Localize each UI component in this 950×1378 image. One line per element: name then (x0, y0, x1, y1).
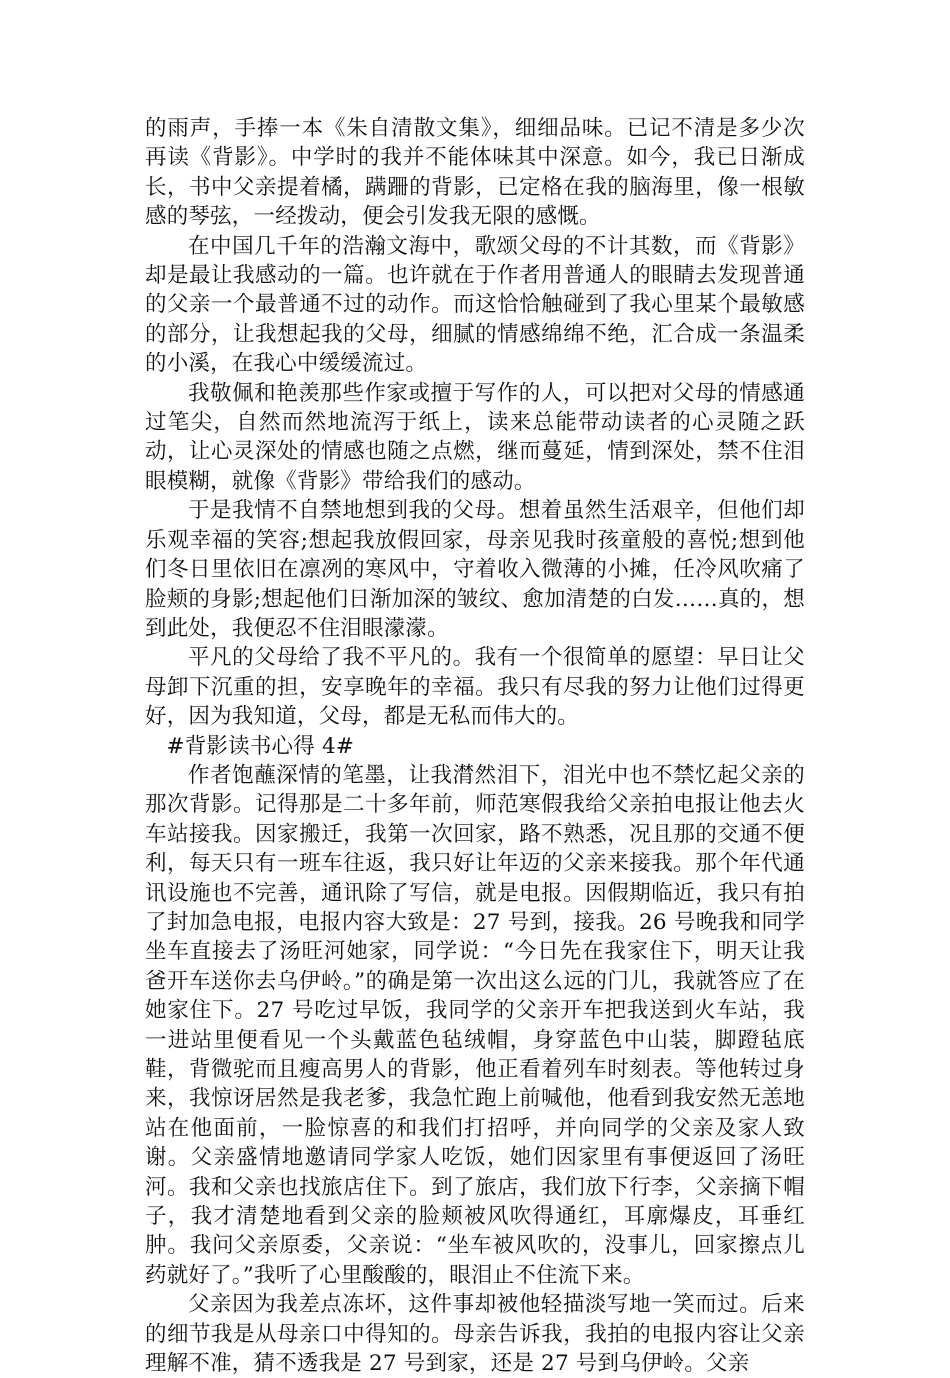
paragraph-7: 父亲因为我差点冻坏，这件事却被他轻描淡写地一笑而过。后来的细节我是从母亲口中得知的。母亲告诉我，我拍的电报内容让父亲理解不准，猜不透我是 27 号到家，还是 27 号到乌伊岭。父亲 (145, 1292, 805, 1377)
paragraph-3: 我敬佩和艳羡那些作家或擅于写作的人，可以把对父母的情感通过笔尖，自然而然地流泻于纸上，读来总能带动读者的心灵随之跃动，让心灵深处的情感也随之点燃，继而蔓延，情到深处，禁不住泪眼模糊，就像《背影》带给我们的感动。 (145, 380, 805, 494)
document-page (145, 114, 805, 1378)
paragraph-6: 作者饱蘸深情的笔墨，让我潸然泪下，泪光中也不禁忆起父亲的那次背影。记得那是二十多年前，师范寒假我给父亲拍电报让他去火车站接我。因家搬迁，我第一次回家，路不熟悉，况且那的交通不便利，每天只有一班车往返，我只好让年迈的父亲来接我。那个年代通讯设施也不完善，通讯除了写信，就是电报。因假期临近，我只有拍了封加急电报，电报内容大致是：27 号到，接我。26 号晚我和同学坐车直接去了汤旺河她家，同学说：“今日先在我家住下，明天让我爸开车送你去乌伊岭。”的确是第一次出这么远的门儿，我就答应了在她家住下。27 号吃过早饭，我同学的父亲开车把我送到火车站，我一进站里便看见一个头戴蓝色毡绒帽，身穿蓝色中山装，脚蹬毡底鞋，背微驼而且瘦高男人的背影，他正看着列车时刻表。等他转过身来，我惊讶居然是我老爹，我急忙跑上前喊他，他看到我安然无恙地站在他面前，一脸惊喜的和我们打招呼，并向同学的父亲及家人致谢。父亲盛情地邀请同学家人吃饭，她们因家里有事便返回了汤旺河。我和父亲也找旅店住下。到了旅店，我们放下行李，父亲摘下帽子，我才清楚地看到父亲的脸颊被风吹得通红，耳廓爆皮，耳垂红肿。我问父亲原委，父亲说：“坐车被风吹的，没事儿，回家擦点儿药就好了。”我听了心里酸酸的，眼泪止不住流下来。 (145, 762, 805, 1288)
paragraph-2: 在中国几千年的浩瀚文海中，歌颂父母的不计其数，而《背影》却是最让我感动的一篇。也许就在于作者用普通人的眼睛去发现普通的父亲一个最普通不过的动作。而这恰恰触碰到了我心里某个最敏感的部分，让我想起我的父母，细腻的情感绵绵不绝，汇合成一条温柔的小溪，在我心中缓缓流过。 (145, 233, 805, 377)
paragraph-4: 于是我情不自禁地想到我的父母。想着虽然生活艰辛，但他们却乐观幸福的笑容;想起我放假回家，母亲见我时孩童般的喜悦;想到他们冬日里依旧在凛冽的寒风中，守着收入微薄的小摊，任冷风吹痛了脸颊的身影;想起他们日渐加深的皱纹、愈加清楚的白发……真的，想到此处，我便忍不住泪眼濛濛。 (145, 498, 805, 641)
paragraph-1: 的雨声，手捧一本《朱自清散文集》，细细品味。已记不清是多少次再读《背影》。中学时的我并不能体味其中深意。如今，我已日渐成长，书中父亲提着橘，蹒跚的背影，已定格在我的脑海里，像一根敏感的琴弦，一经拨动，便会引发我无限的感慨。 (145, 116, 805, 230)
paragraph-5: 平凡的父母给了我不平凡的。我有一个很简单的愿望：早日让父母卸下沉重的担，安享晚年的幸福。我只有尽我的努力让他们过得更好，因为我知道，父母，都是无私而伟大的。 (145, 645, 805, 730)
section-heading: #背影读书心得 4# (166, 733, 355, 759)
